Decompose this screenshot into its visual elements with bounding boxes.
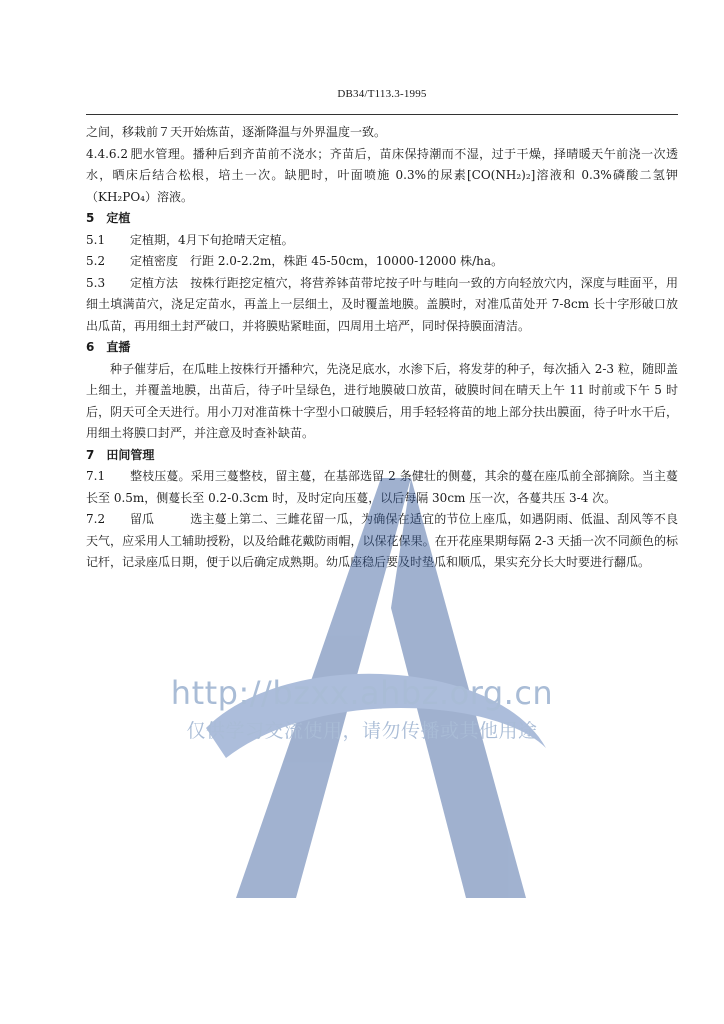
clause-text: 整枝压蔓。采用三蔓整枝，留主蔓，在基部选留 2 条健壮的侧蔓，其余的蔓在座瓜前全部摘除。当主蔓长至 0.5m，侧蔓长至 0.2-0.3cm 时，及时定向压蔓，以后每隔 30cm 压一次，各蔓共压 3-4 次。 (86, 469, 678, 505)
clause-text: 按株行距挖定植穴，将营养钵苗带坨按子叶与畦向一致的方向轻放穴内，深度与畦面平，用细土填满苗穴，浇足定苗水，再盖上一层细土，及时覆盖地膜。盖膜时，对准瓜苗处开 7-8cm 长十字形破口放出瓜苗，再用细土封严破口，并将膜贴紧畦面，四周用土培严，同时保持膜面清洁。 (86, 275, 678, 333)
clause-5-3 (86, 273, 678, 338)
clause-number: 7.1 (86, 469, 106, 483)
direct-sowing-paragraph: 种子催芽后，在瓜畦上按株行开播种穴，先浇足底水，水渗下后，将发芽的种子，每次插入 2-3 粒，随即盖上细土，并覆盖地膜，出苗后，待子叶呈绿色，进行地膜破口放苗，破膜时间在晴天上午 11 时前或下午 5 时后，阴天可全天进行。用小刀对准苗株十字型小口破膜后，用手轻轻将苗的地上部分扶出膜面，待子叶水干后，用细土将膜口封严，并注意及时查补缺苗。 (86, 361, 678, 440)
clause-7-2 (86, 509, 678, 574)
clause-subtitle: 留瓜 (130, 512, 155, 526)
clause-subtitle: 定植方法 (130, 275, 179, 290)
clause-text: 定植期，4月下旬抢晴天定植。 (130, 232, 294, 247)
clause-text: 行距 2.0-2.2m，株距 45-50cm，10000-12000 株/ha。 (190, 254, 504, 268)
clause-4-4-6-2 (86, 144, 678, 209)
clause-number: 4.4.6.2 (86, 146, 128, 161)
header-rule (86, 114, 678, 115)
watermark-url: http://bzxx.ahbz.org.cn (170, 674, 554, 712)
section-heading-6: 6 直播 (86, 340, 131, 354)
clause-7-1 (86, 466, 678, 509)
document-body (86, 122, 678, 574)
section-heading-7: 7 田间管理 (86, 447, 155, 462)
clause-number: 5.2 (86, 254, 106, 268)
clause-subtitle: 定植密度 (130, 254, 179, 268)
watermark-notice: 仅供学习交流使用，请勿传播或其他用途 (186, 720, 538, 742)
section-heading-5: 5 定植 (86, 211, 131, 225)
clause-text: 选主蔓上第二、三雌花留一瓜，为确保在适宜的节位上座瓜，如遇阴雨、低温、刮风等不良天气，应采用人工辅助授粉，以及给雌花戴防雨帽，以保花保果。在开花座果期每隔 2-3 天插一次不同颜色的标记杆，记录座瓜日期，便于以后确定成熟期。幼瓜座稳后要及时垫瓜和顺瓜，果实充分长大时要进行翻瓜。 (86, 512, 678, 569)
standard-number-header: DB34/T113.3-1995 (337, 88, 427, 100)
clause-number: 5.1 (86, 232, 106, 247)
clause-number: 7.2 (86, 512, 106, 526)
clause-text: 肥水管理。播种后到齐苗前不浇水；齐苗后，苗床保持潮而不湿，过于干燥，择晴暖天午前浇一次透水，晒床后结合松根，培土一次。缺肥时，叶面喷施 0.3%的尿素[CO(NH₂)₂]溶液和 0.3%磷酸二氢钾（KH₂PO₄）溶液。 (86, 146, 678, 204)
clause-number: 5.3 (86, 275, 106, 290)
paragraph-continuation: 之间，移栽前７天开始炼苗，逐渐降温与外界温度一致。 (86, 125, 387, 139)
clause-5-2 (86, 251, 678, 273)
clause-5-1 (86, 230, 678, 252)
